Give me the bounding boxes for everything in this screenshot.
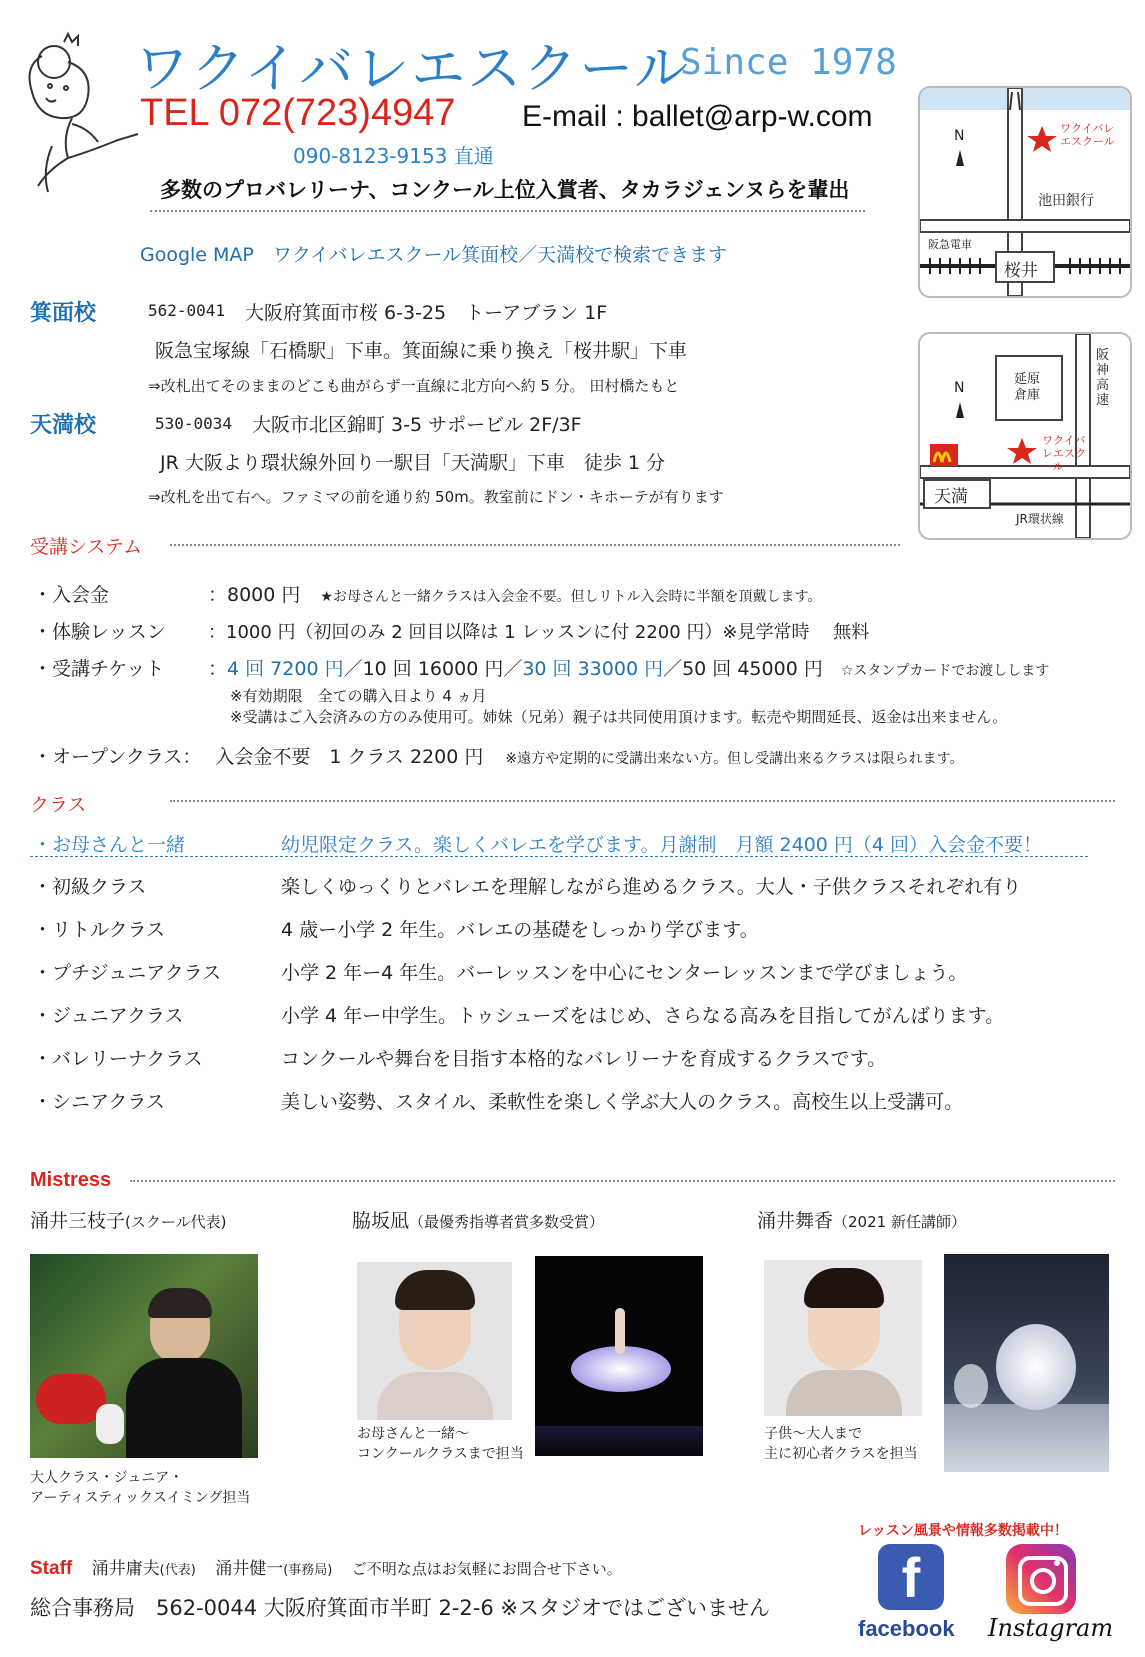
minoh-address: 大阪府箕面市桜 6-3-25 トーアブラン 1F [245,302,608,324]
teacher-1-caption-line2: アーティスティックスイミング担当 [30,1490,251,1506]
staff-person-2: 涌井健一 [215,1559,284,1579]
teacher-3-name: 涌井舞香 [757,1210,834,1232]
phone-number[interactable]: TEL 072(723)4947 [140,92,456,134]
minoh-access: 阪急宝塚線「石橋駅」下車。箕面線に乗り換え「桜井駅」下車 [155,340,688,362]
ticket-note-3: ※受講はご入会済みの方のみ使用可。姉妹（兄弟）親子は共同使用頂けます。転売や期間延長、返金は出来ません。 [230,708,1008,726]
class-name: ・お母さんと一緒 [33,834,186,856]
map1-railway: 阪急電車 [928,238,972,251]
trial-label: ・体験レッスン [33,621,166,643]
teacher-2-portrait [357,1262,512,1420]
map2-north: N [954,380,965,396]
class-row [33,958,967,985]
map1-bank: 池田銀行 [1038,193,1094,209]
direct-phone[interactable]: 090-8123-9153 直通 [293,144,494,168]
divider [130,1180,1115,1182]
divider [150,210,865,212]
fee-label: ・入会金 [33,584,110,606]
tenma-access: JR 大阪より環状線外回り一駅目「天満駅」下車 徒歩 1 分 [160,452,666,474]
divider [30,856,1088,857]
map1-school: ワクイバレエスクール [1060,122,1115,148]
staff-person-2-role: (事務局) [283,1563,333,1578]
teacher-2-role: （最優秀指導者賞多数受賞） [409,1213,605,1231]
class-name: ・プチジュニアクラス [33,962,222,984]
teacher-1-name: 涌井三枝子 [30,1210,126,1232]
ticket-note: ☆スタンプカードでお渡しします [840,663,1050,679]
teacher-1-role: (スクール代表) [125,1213,227,1231]
teacher-1-caption-line1: 大人クラス・ジュニア・ [30,1470,184,1486]
north-arrow-icon [956,402,964,418]
system-heading: 受講システム [30,536,143,558]
ticket-30: 30 回 33000 円 [522,658,664,680]
tenma-school-title: 天満校 [30,413,97,438]
ticket-4: 4 回 7200 円 [227,658,344,680]
class-desc: コンクールや舞台を目指す本格的なバレリーナを育成するクラスです。 [281,1048,887,1070]
staff-person-1: 涌井庸夫 [91,1559,160,1579]
teacher-3-stage-photo [944,1254,1109,1472]
tenma-map [918,332,1132,540]
class-name: ・初級クラス [33,876,147,898]
staff-person-1-role: (代表) [159,1563,196,1578]
teacher-1-caption [30,1468,250,1508]
north-arrow-icon [956,150,964,166]
map2-warehouse: 延原倉庫 [1014,372,1041,403]
minoh-zip: 562-0041 [148,301,226,320]
minoh-map [918,86,1132,298]
ticket-note-2: ※有効期限 全ての購入日より 4 ヵ月 [230,687,487,705]
class-row [33,915,759,942]
tenma-address: 大阪市北区錦町 3-5 サポービル 2F/3F [252,414,582,436]
class-desc: 幼児限定クラス。楽しくバレエを学びます。月謝制 月額 2400 円（4 回）入会金不要！ [281,834,1043,856]
staff-note: ご不明な点はお気軽にお問合せ下さい。 [351,1560,622,1578]
classes-heading: クラス [30,794,87,816]
class-row [33,1044,886,1071]
ballerina-illustration [12,28,152,218]
star-icon [1027,126,1057,152]
fee-row [33,580,821,607]
teacher-2-caption-line1: お母さんと一緒～ [357,1426,469,1442]
teacher-2-caption-line2: コンクールクラスまで担当 [357,1446,524,1462]
open-note: ※遠方や定期的に受講出来ない方。但し受講出来るクラスは限られます。 [505,751,964,767]
fee-value: ：8000 円 [208,584,301,606]
google-map-note: Google MAP ワクイバレエスクール箕面校／天満校で検索できます [140,244,728,266]
teacher-3-name-row [757,1206,966,1233]
ticket-colon: ： [208,658,228,680]
mistress-heading: Mistress [30,1169,112,1191]
class-desc: 楽しくゆっくりとバレエを理解しながら進めるクラス。大人・子供クラスそれぞれ有り [281,876,1022,898]
class-row [33,830,1042,857]
open-row [33,742,964,769]
class-row [33,872,1021,899]
class-desc: 美しい姿勢、スタイル、柔軟性を楽しく学ぶ大人のクラス。高校生以上受講可。 [281,1091,964,1113]
teacher-2-stage-photo [535,1256,703,1456]
instagram-label[interactable]: Instagram [988,1614,1114,1642]
staff-row [30,1554,622,1580]
class-desc: 小学 4 年ー中学生。トゥシューズをはじめ、さらなる高みを目指してがんばります。 [281,1005,1005,1027]
tenma-zip: 530-0034 [155,414,233,433]
minoh-note: ⇒改札出てそのままのどこも曲がらず一直線に北方向へ約 5 分。 田村橋たもと [148,377,680,395]
fee-note: ★お母さんと一緒クラスは入会金不要。但しリトル入会時に半額を頂戴します。 [320,589,822,605]
teacher-3-caption-line1: 子供～大人まで [764,1426,862,1442]
instagram-icon[interactable] [1006,1544,1076,1614]
staff-heading: Staff [30,1558,73,1579]
teacher-3-caption-line2: 主に初心者クラスを担当 [764,1446,918,1462]
teacher-3-caption [764,1424,918,1464]
map1-station: 桜井 [1004,261,1038,281]
trial-row [33,617,869,644]
divider [170,800,1115,802]
tenma-note: ⇒改札を出て右へ。ファミマの前を通り約 50m。教室前にドン・キホーテが有ります [148,488,724,506]
ticket-10: ／10 回 16000 円／ [343,658,523,680]
facebook-label[interactable]: facebook [858,1616,955,1641]
ticket-label: ・受講チケット [33,658,165,680]
divider [170,544,900,546]
map1-north: N [954,128,965,144]
class-name: ・ジュニアクラス [33,1005,184,1027]
ticket-50: ／50 回 45000 円 [663,658,823,680]
class-desc: 小学 2 年ー4 年生。バーレッスンを中心にセンターレッスンまで学びましょう。 [281,962,968,984]
tagline: 多数のプロバレリーナ、コンクール上位入賞者、タカラジェンヌらを輩出 [160,178,850,202]
class-name: ・リトルクラス [33,919,166,941]
class-desc: 4 歳ー小学 2 年生。バレエの基礎をしっかり学びます。 [281,919,759,941]
sns-note: レッスン風景や情報多数掲載中！ [858,1523,1068,1539]
since-year: Since 1978 [680,42,897,83]
teacher-3-role: （2021 新任講師） [833,1213,966,1231]
ticket-row [33,654,1049,681]
school-name: ワクイバレエスクール [135,37,691,100]
class-row [33,1001,1004,1028]
minoh-school-title: 箕面校 [30,301,97,326]
office-address: 総合事務局 562-0044 大阪府箕面市半町 2-2-6 ※スタジオではございません [30,1596,770,1620]
teacher-2-name-row [352,1206,604,1233]
open-label: ・オープンクラス： [33,746,202,768]
map2-line: JR環状線 [1016,512,1064,526]
class-row [33,1087,963,1114]
teacher-2-caption [357,1424,524,1464]
email-address[interactable]: E-mail : ballet@arp-w.com [522,100,873,133]
map2-station: 天満 [934,487,968,507]
trial-value: ：1000 円（初回のみ 2 回目以降は 1 レッスンに付 2200 円）※見学常時 無料 [208,622,870,643]
facebook-icon[interactable]: f [878,1544,944,1610]
class-name: ・シニアクラス [33,1091,165,1113]
teacher-1-name-row [30,1206,226,1233]
map2-school: ワクイバレエスクール [1042,434,1086,473]
open-value: 入会金不要 1 クラス 2200 円 [215,746,484,768]
class-name: ・バレリーナクラス [33,1048,203,1070]
teacher-1-photo [30,1254,258,1458]
star-icon [1007,438,1037,464]
teacher-3-portrait [764,1260,922,1416]
teacher-2-name: 脇坂凪 [352,1210,410,1232]
map2-highway: 阪神高速 [1096,348,1110,408]
